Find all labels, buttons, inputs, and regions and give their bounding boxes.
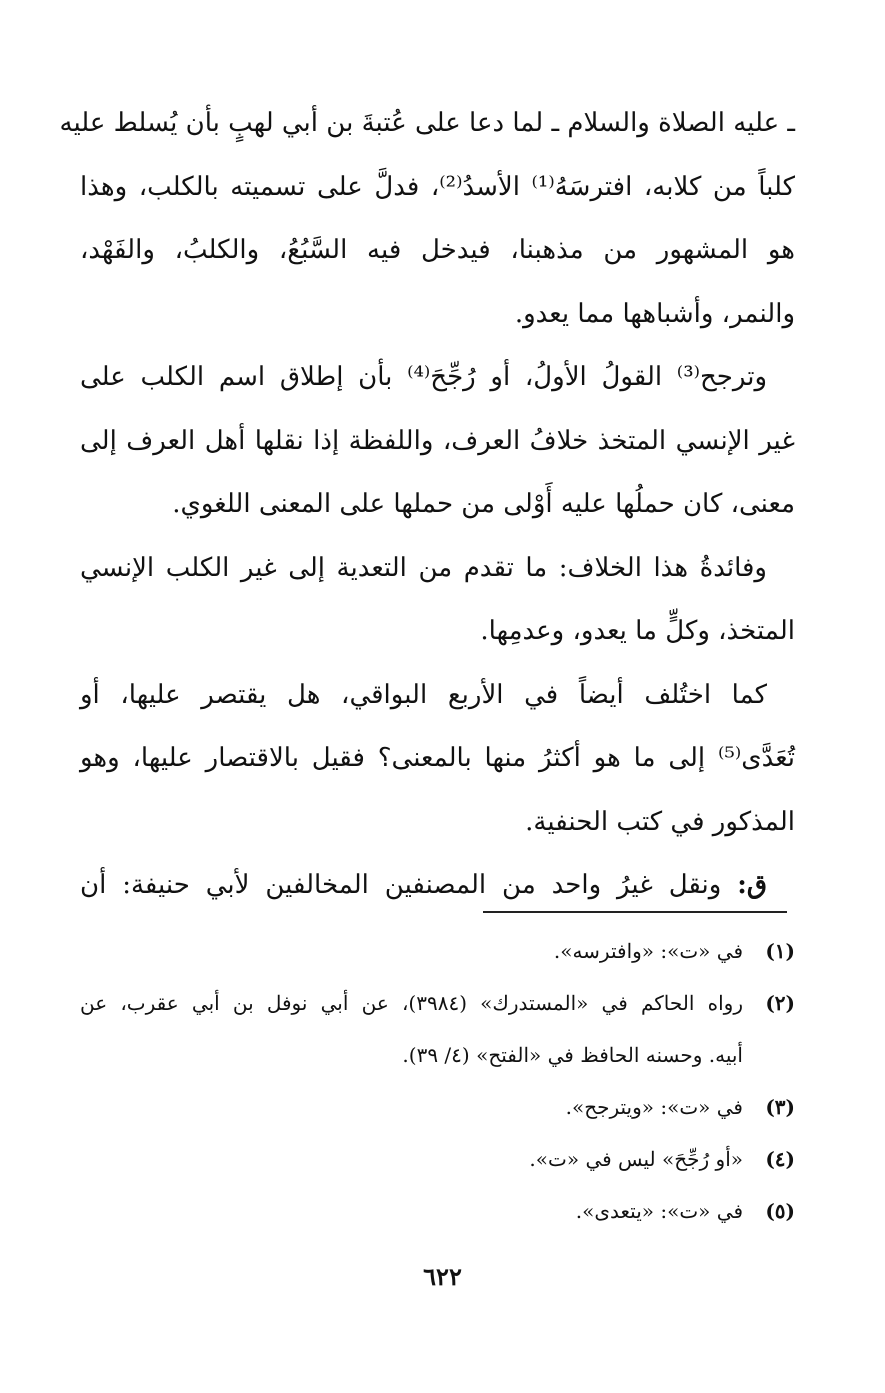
footnote-1 [80, 925, 795, 977]
text-line: «أو رُجِّحَ» ليس في «ت». [529, 1147, 743, 1171]
footnote-text [80, 925, 743, 977]
footnote-5 [80, 1185, 795, 1237]
main-text [59, 92, 795, 918]
text-line: معنى، كان حملُها عليه أَوْلى من حملها على المعنى اللغوي. [172, 489, 795, 519]
footnote-2 [80, 977, 795, 1081]
text-fragment: ونقل غيرُ واحد من المصنفين المخالفين لأبي حنيفة: أن [80, 870, 722, 900]
text-line: والنمر، وأشباهها مما يعدو. [514, 298, 795, 329]
section-marker: ق: [737, 870, 767, 900]
footnote-number: (٢) [765, 991, 795, 1015]
footnotes [80, 925, 795, 1237]
footnote-separator [483, 911, 787, 913]
text-line: رواه الحاكم في «المستدرك» (٣٩٨٤)، عن أبي نوفل بن أبي عقرب، عن [80, 991, 743, 1015]
text-line: في «ت»: «ويترجح». [565, 1095, 743, 1119]
paragraph-2 [80, 346, 795, 537]
text-line: وترجح⁽³⁾ القولُ الأولُ، أو رُجِّحَ⁽⁴⁾ بأن إطلاق اسم الكلب على [80, 362, 768, 392]
footnote-text [80, 977, 743, 1081]
footnote-3 [80, 1081, 795, 1133]
footnote-number: (١) [765, 939, 795, 963]
text-line [80, 854, 795, 918]
text-line: في «ت»: «وافترسه». [553, 939, 743, 963]
text-line: ـ عليه الصلاة والسلام ـ لما دعا على عُتبةَ بن أبي لهبٍ بأن يُسلط عليه [59, 108, 795, 138]
paragraph-3 [80, 537, 795, 664]
text-line: غير الإنسي المتخذ خلافُ العرف، واللفظة إذا نقلها أهل العرف إلى [80, 425, 795, 456]
text-line: وفائدةُ هذا الخلاف: ما تقدم من التعدية إلى غير الكلب الإنسي [80, 552, 767, 583]
text-line: هو المشهور من مذهبنا، فيدخل فيه السَّبُعُ، والكلبُ، والفَهْد، [80, 235, 795, 265]
text-line: تُعَدَّى⁽⁵⁾ إلى ما هو أكثرُ منها بالمعنى؟ فقيل بالاقتصار عليها، وهو [80, 743, 795, 773]
footnote-text [80, 1081, 743, 1133]
text-line: كما اختُلف أيضاً في الأربع البواقي، هل يقتصر عليها، أو [80, 679, 767, 710]
text-line: المذكور في كتب الحنفية. [525, 806, 795, 837]
text-line: المتخذ، وكلٍّ ما يعدو، وعدمِها. [480, 616, 795, 646]
footnote-number: (٥) [765, 1199, 795, 1223]
page-number: ٦٢٢ [423, 1262, 462, 1291]
footnote-text [80, 1133, 743, 1185]
text-line: أبيه. وحسنه الحافظ في «الفتح» (٤/ ٣٩). [402, 1043, 743, 1067]
text-line: في «ت»: «يتعدى». [575, 1199, 743, 1223]
paragraph-4 [80, 664, 795, 855]
text-line: كلباً من كلابه، افترسَهُ⁽¹⁾ الأسدُ⁽²⁾، فدلَّ على تسميته بالكلب، وهذا [80, 171, 795, 202]
footnote-4 [80, 1133, 795, 1185]
footnote-number: (٤) [765, 1147, 795, 1171]
footnote-number: (٣) [765, 1095, 795, 1119]
paragraph-1 [59, 92, 795, 346]
paragraph-5 [80, 854, 795, 918]
footnote-text [80, 1185, 743, 1237]
